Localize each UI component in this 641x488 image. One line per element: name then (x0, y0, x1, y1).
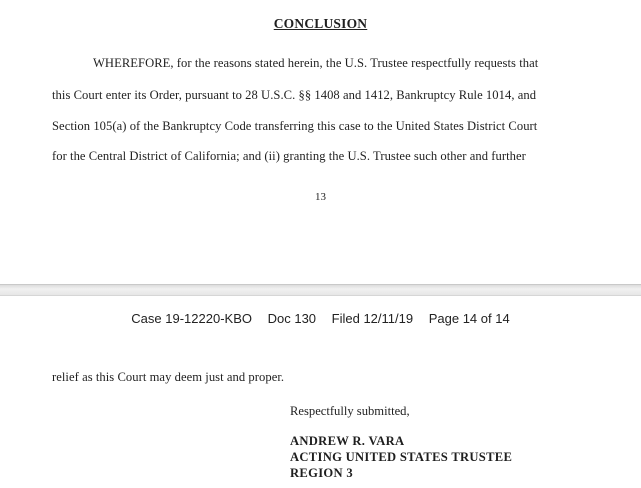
case-header (0, 311, 641, 326)
signatory-name: ANDREW R. VARA (290, 434, 405, 448)
closing-text: Respectfully submitted, (290, 404, 410, 418)
body-line-4: for the Central District of California; and (ii) granting the U.S. Trustee such other and further (52, 149, 526, 163)
page-count: Page 14 of 14 (428, 311, 510, 326)
continuation-line: relief as this Court may deem just and proper. (52, 370, 285, 384)
section-title: CONCLUSION (273, 16, 368, 31)
filed-date: Filed 12/11/19 (331, 311, 414, 326)
case-number: Case 19-12220-KBO (131, 311, 252, 326)
signatory-region: REGION 3 (290, 466, 353, 480)
page-number: 13 (315, 191, 326, 203)
page-separator (0, 284, 641, 296)
body-line-3: Section 105(a) of the Bankruptcy Code transferring this case to the United States District Court (52, 119, 538, 133)
body-line-1: WHEREFORE, for the reasons stated herein, the U.S. Trustee respectfully requests that (93, 56, 539, 70)
signatory-title: ACTING UNITED STATES TRUSTEE (290, 450, 513, 464)
doc-number: Doc 130 (267, 311, 317, 326)
body-line-2: this Court enter its Order, pursuant to 28 U.S.C. §§ 1408 and 1412, Bankruptcy Rule 1014, and (52, 88, 537, 102)
